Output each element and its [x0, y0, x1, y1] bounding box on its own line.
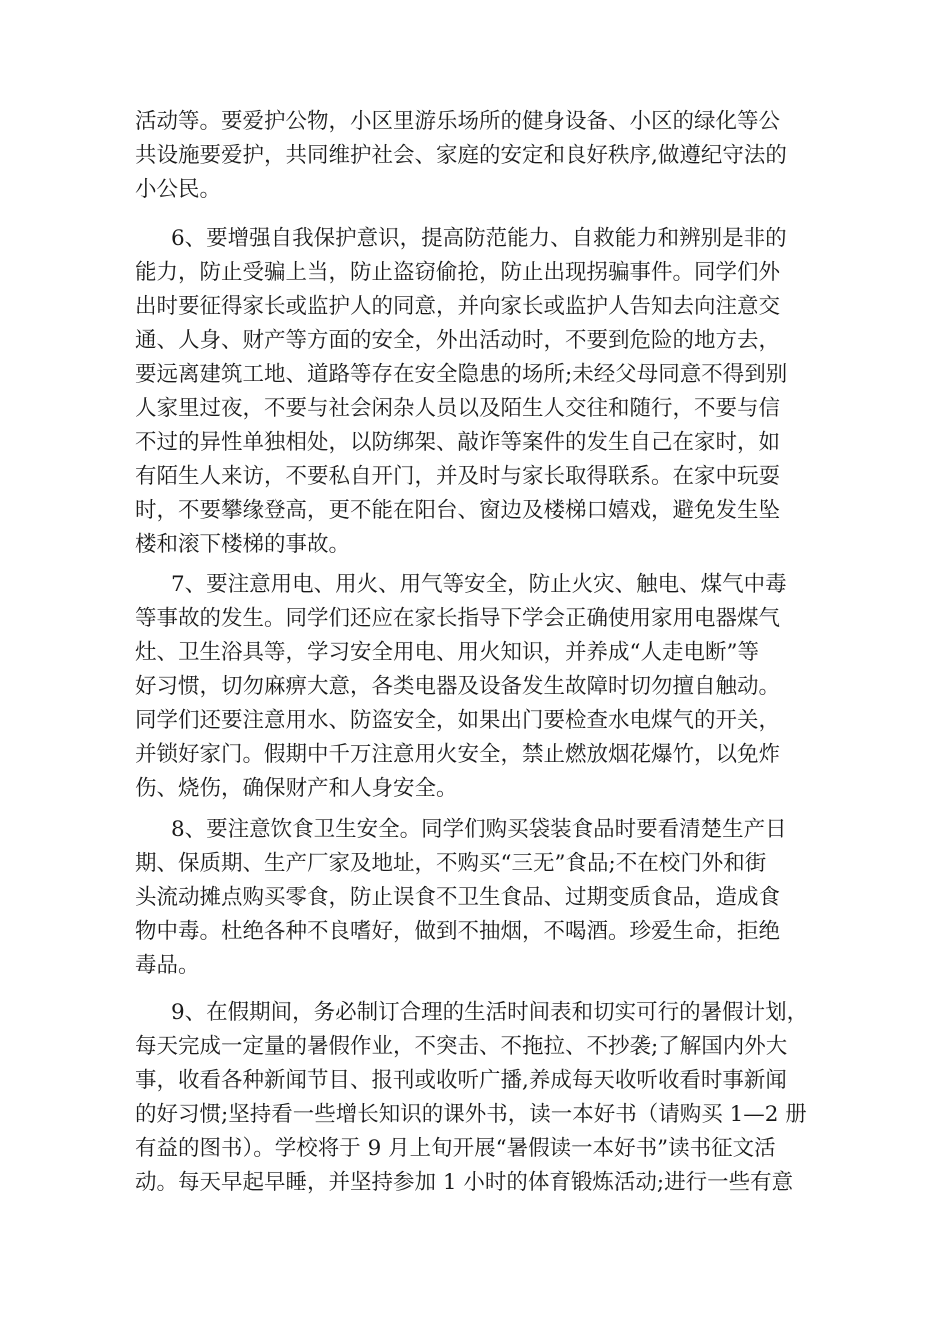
text-line: 同学们还要注意用水、防盗安全，如果出门要检查水电煤气的开关， — [135, 708, 781, 733]
text-line: 期、保质期、生产厂家及地址，不购买“三无”食品;不在校门外和街 — [135, 851, 767, 876]
text-line: 动。每天早起早睡，并坚持参加 1 小时的体育锻炼活动;进行一些有意 — [135, 1170, 794, 1195]
text-line: 不过的异性单独相处，以防绑架、敲诈等案件的发生自己在家时，如 — [135, 430, 781, 455]
text-line: 等事故的发生。同学们还应在家长指导下学会正确使用家用电器煤气 — [135, 606, 781, 631]
text-line: 6、要增强自我保护意识，提高防范能力、自救能力和辨别是非的 — [171, 226, 787, 251]
text-line: 头流动摊点购买零食，防止误食不卫生食品、过期变质食品，造成食 — [135, 885, 781, 910]
paragraph-item-6 — [135, 222, 787, 562]
text-line: 活动等。要爱护公物，小区里游乐场所的健身设备、小区的绿化等公 — [135, 109, 781, 134]
text-line: 有益的图书）。学校将于 9 月上旬开展“暑假读一本好书”读书征文活 — [135, 1136, 776, 1161]
text-line: 物中毒。杜绝各种不良嗜好，做到不抽烟，不喝酒。珍爱生命，拒绝 — [135, 919, 781, 944]
paragraph-item-8 — [135, 813, 787, 983]
text-line: 共设施要爱护，共同维护社会、家庭的安定和良好秩序,做遵纪守法的 — [135, 143, 787, 168]
text-line: 时，不要攀缘登高，更不能在阳台、窗边及楼梯口嬉戏，避免发生坠 — [135, 498, 781, 523]
text-line: 伤、烧伤，确保财产和人身安全。 — [135, 776, 458, 801]
paragraph-continuation — [135, 105, 787, 207]
text-line: 能力，防止受骗上当，防止盗窃偷抢，防止出现拐骗事件。同学们外 — [135, 260, 781, 285]
text-line: 并锁好家门。假期中千万注意用火安全，禁止燃放烟花爆竹，以免炸 — [135, 742, 781, 767]
text-line: 人家里过夜，不要与社会闲杂人员以及陌生人交往和随行，不要与信 — [135, 396, 781, 421]
text-line: 的好习惯;坚持看一些增长知识的课外书，读一本好书（请购买 1—2 册 — [135, 1102, 807, 1127]
text-line: 楼和滚下楼梯的事故。 — [135, 532, 351, 557]
paragraph-item-7 — [135, 568, 787, 806]
text-line: 每天完成一定量的暑假作业，不突击、不拖拉、不抄袭;了解国内外大 — [135, 1034, 788, 1059]
text-line: 通、人身、财产等方面的安全，外出活动时，不要到危险的地方去， — [135, 328, 781, 353]
text-line: 好习惯，切勿麻痹大意，各类电器及设备发生故障时切勿擅自触动。 — [135, 674, 781, 699]
text-line: 事，收看各种新闻节目、报刊或收听广播,养成每天收听收看时事新闻 — [135, 1068, 787, 1093]
text-line: 有陌生人来访，不要私自开门，并及时与家长取得联系。在家中玩耍 — [135, 464, 781, 489]
text-line: 灶、卫生浴具等，学习安全用电、用火知识，并养成“人走电断”等 — [135, 640, 759, 665]
text-line: 出时要征得家长或监护人的同意，并向家长或监护人告知去向注意交 — [135, 294, 781, 319]
text-line: 8、要注意饮食卫生安全。同学们购买袋装食品时要看清楚生产日 — [171, 817, 787, 842]
text-line: 9、在假期间，务必制订合理的生活时间表和切实可行的暑假计划， — [171, 1000, 809, 1025]
text-line: 小公民。 — [135, 177, 222, 202]
text-line: 毒品。 — [135, 953, 200, 978]
paragraph-item-9 — [135, 996, 808, 1200]
text-line: 7、要注意用电、用火、用气等安全，防止火灾、触电、煤气中毒 — [171, 572, 787, 597]
text-line: 要远离建筑工地、道路等存在安全隐患的场所;未经父母同意不得到别 — [135, 362, 788, 387]
